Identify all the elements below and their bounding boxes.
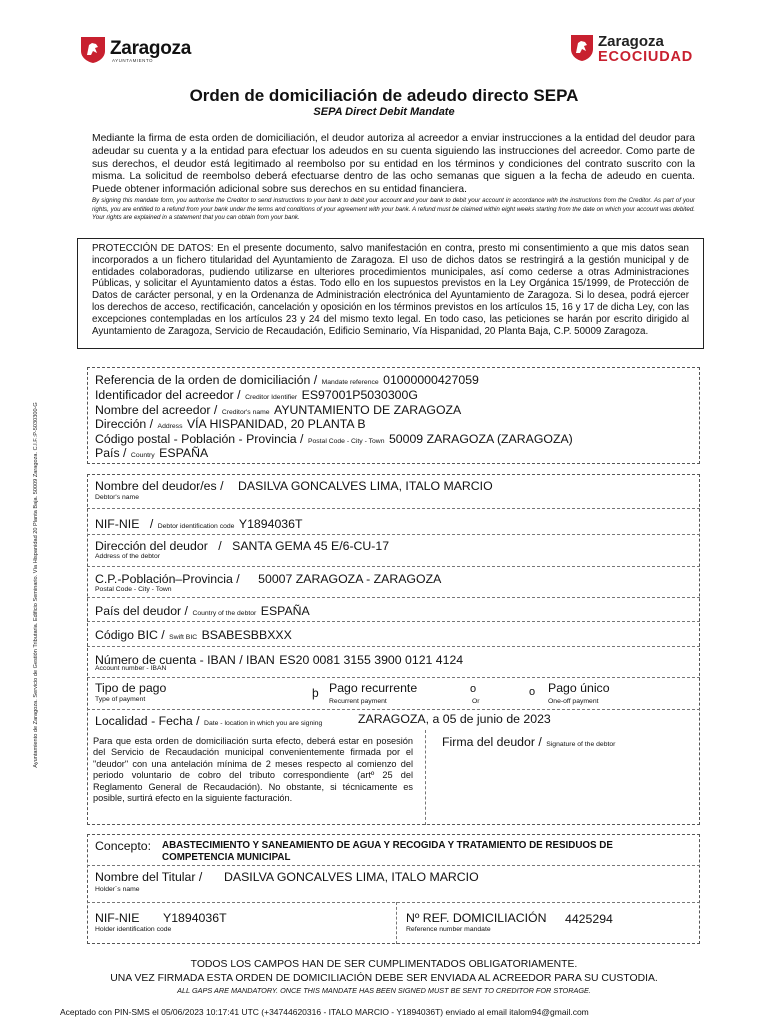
logo-right-sub: ECOCIUDAD xyxy=(598,49,694,65)
signature-area[interactable] xyxy=(442,733,615,751)
divider xyxy=(87,677,700,678)
holder-name-small: Holder´s name xyxy=(95,886,140,893)
single-checkbox[interactable]: o xyxy=(529,686,536,698)
debtor-nif-row xyxy=(95,515,302,533)
creditor-cp-label: Código postal - Población - Provincia / xyxy=(95,432,304,446)
holder-name-value: DASILVA GONCALVES LIMA, ITALO MARCIO xyxy=(224,870,479,884)
place-date-small: Date - location in which you are signing xyxy=(204,720,323,727)
recurrent-checkbox[interactable]: þ xyxy=(312,686,319,700)
debtor-cp-value: 50007 ZARAGOZA - ZARAGOZA xyxy=(258,572,442,586)
debtor-bic-row xyxy=(95,626,292,644)
intro-paragraph: Mediante la firma de esta orden de domiciliación, el deudor autoriza al acreedor a enviar instrucciones a la entidad del deudor para adeudar su cuenta y a la entidad para efectuar los adeudos en su cuenta siguiendo las instrucciones del acreedor. Como parte de sus derechos, el deudor está legitimado al reembolso por su entidad en los términos y condiciones del contrato suscrito con la misma. La solicitud de reembolso deberá efectuarse dentro de las ocho semanas que siguen a la fecha de adeudo en cuenta. Puede obtener información adicional sobre sus derechos en su entidad financiera. xyxy=(92,133,695,196)
debtor-cp-small: Postal Code - City - Town xyxy=(95,586,172,593)
divider xyxy=(87,646,700,647)
acceptance-note: Aceptado con PIN-SMS el 05/06/2023 10:17:41 UTC (+34744620316 - ITALO MARCIO - Y1894036T) enviado al email italom94@gmail.com xyxy=(60,1007,589,1017)
debtor-country-small: Country of the debtor xyxy=(192,610,257,617)
signature-label: Firma del deudor / xyxy=(442,735,542,749)
debtor-name-small: Debtor's name xyxy=(95,494,139,501)
creditor-country-value: ESPAÑA xyxy=(159,446,209,460)
creditor-name-small: Creditor's name xyxy=(221,409,270,416)
creditor-country-row xyxy=(95,444,208,462)
signature-small: Signature of the debtor xyxy=(546,741,616,748)
creditor-id-value: ES97001P5030300G xyxy=(301,388,418,402)
holder-nif-label: NIF-NIE xyxy=(95,911,140,925)
single-payment-small: One-off payment xyxy=(548,698,599,705)
legal-note: Para que esta orden de domiciliación surta efecto, deberá estar en posesión del Servicio de Recaudación municipal convenientemente firmada por el "deudor" con una antelación mínima de 2 meses respecto al comienzo del periodo voluntario de cobro del tributo correspondiente (artº 25 del Reglamento General de Recaudación). No obstante, si técnicamente es posible, surtirá efecto en la siguiente facturación. xyxy=(93,736,413,804)
debtor-iban-small: Account number - IBAN xyxy=(95,665,167,672)
concept-value: ABASTECIMIENTO Y SANEAMIENTO DE AGUA Y RECOGIDA Y TRATAMIENTO DE RESIDUOS DE COMPETENCIA MUNICIPAL xyxy=(162,840,613,863)
intro-paragraph-english: By signing this mandate form, you authorise the Creditor to send instructions to your bank to debit your account and your bank to debit your account in accordance with the instructions from the Creditor. As part of your rights, you are entitled to a refund from your bank under the terms and conditions of your agreement with your bank. A refund must be claimed within eight weeks starting from the date on which your account was debited. Your rights are explained in a statement that you can obtain from your bank. xyxy=(92,197,695,222)
mandate-ref-value: 01000000427059 xyxy=(383,373,479,387)
zaragoza-lion-shield-icon xyxy=(80,36,106,64)
page-subtitle: SEPA Direct Debit Mandate xyxy=(313,106,455,118)
creditor-cp-value: 50009 ZARAGOZA (ZARAGOZA) xyxy=(388,432,573,446)
creditor-name-label: Nombre del acreedor / xyxy=(95,403,218,417)
debtor-nif-value: Y1894036T xyxy=(238,517,303,531)
signature-divider xyxy=(425,730,426,825)
holder-nif-small: Holder identification code xyxy=(95,926,172,933)
debtor-nif-label: NIF-NIE xyxy=(95,517,140,531)
creditor-id-small: Creditor Identifier xyxy=(245,394,298,401)
or-small: Or xyxy=(472,698,480,705)
debtor-nif-small: Debtor identification code xyxy=(157,523,235,530)
divider xyxy=(87,508,700,509)
debtor-country-value: ESPAÑA xyxy=(260,604,310,618)
mandate-ref-small: Mandate reference xyxy=(321,379,379,386)
or-mark: o xyxy=(470,683,477,695)
creditor-country-label: País / xyxy=(95,446,127,460)
place-date-label: Localidad - Fecha / xyxy=(95,714,200,728)
side-address-text xyxy=(26,380,46,790)
holder-name-label: Nombre del Titular / xyxy=(95,870,203,884)
debtor-iban-value: ES20 0081 3155 3900 0121 4124 xyxy=(279,653,464,667)
mandate-ref-number-value: 4425294 xyxy=(565,912,613,926)
logo-left-name: Zaragoza xyxy=(110,38,192,59)
debtor-cp-label: C.P.-Población–Provincia / xyxy=(95,572,240,586)
creditor-address-value: VÍA HISPANIDAD, 20 PLANTA B xyxy=(186,417,366,431)
debtor-name-label: Nombre del deudor/es / xyxy=(95,479,224,493)
debtor-bic-value: BSABESBBXXX xyxy=(201,628,292,642)
data-protection-box: PROTECCIÓN DE DATOS: En el presente documento, salvo manifestación en contra, presto mi consentimiento a que mis datos sean incorporados a un fichero titularidad del Ayuntamiento de Zaragoza. El uso de dichos datos se restringirá a la gestión municipal y de entidades colaboradoras, pudiendo utilizarse en ulteriores procedimientos municipales, así como cederse a otras Administraciones Públicas, y solicitar el Ayuntamiento datos a éstas. Todo ello en los supuestos previstos en la Ley Orgánica 15/1999, de Protección de Datos de carácter personal, y en la Ordenanza de Administración electrónica del Ayuntamiento de Zaragoza. Si lo desea, podrá ejercer los derechos de acceso, rectificación, cancelación y oposición en los términos previstos en los artículos 15, 16 y 17 de dicha Ley, con las excepciones contempladas en los artículos 23 y 24 del mismo texto legal. En todo caso, las peticiones se harán por escrito dirigido al Ayuntamiento de Zaragoza, Servicio de Recaudación, Edificio Seminario, Vía Hispanidad, 20 Planta Baja, C.P. 50009 Zaragoza. xyxy=(77,238,704,349)
divider xyxy=(87,865,700,866)
debtor-iban-label: Número de cuenta - IBAN / IBAN xyxy=(95,653,275,667)
footer-line-1: TODOS LOS CAMPOS HAN DE SER CUMPLIMENTADOS OBLIGATORIAMENTE. xyxy=(190,959,578,970)
concept-label: Concepto: xyxy=(95,839,152,853)
single-payment-label: Pago único xyxy=(548,681,610,695)
divider xyxy=(87,566,700,567)
divider xyxy=(87,534,700,535)
debtor-address-value: SANTA GEMA 45 E/6-CU-17 xyxy=(232,539,390,553)
place-date-value: ZARAGOZA, a 05 de junio de 2023 xyxy=(358,712,551,726)
debtor-address-label: Dirección del deudor xyxy=(95,539,208,553)
debtor-bic-label: Código BIC / xyxy=(95,628,165,642)
mandate-ref-label: Referencia de la orden de domiciliación / xyxy=(95,373,318,387)
mandate-ref-number-label: Nº REF. DOMICILIACIÓN xyxy=(406,911,547,925)
mandate-ref-number-small: Reference number mandate xyxy=(406,926,491,933)
zaragoza-lion-shield-icon xyxy=(570,34,594,62)
recurrent-payment-small: Recurrent payment xyxy=(329,698,387,705)
side-address-label: Ayuntamiento de Zaragoza. Servicio de Gestión Tributaria. Edificio Seminario. Vía Hispanidad 20 Planta Baja. 50009 Zaragoza. C.I.F.:P-5030300-G xyxy=(33,402,39,768)
divider xyxy=(87,597,700,598)
creditor-id-label: Identificador del acreedor / xyxy=(95,388,241,402)
divider xyxy=(87,709,700,710)
payment-type-small: Type of payment xyxy=(95,696,146,703)
concept-vertical-divider xyxy=(396,902,397,944)
debtor-country-label: País del deudor / xyxy=(95,604,188,618)
debtor-nif-slash: / xyxy=(149,517,154,531)
page-title: Orden de domiciliación de adeudo directo SEPA xyxy=(189,86,579,105)
debtor-bic-small: Swift BIC xyxy=(169,634,198,641)
debtor-country-row xyxy=(95,602,310,620)
holder-nif-value: Y1894036T xyxy=(163,911,227,925)
creditor-address-small: Address xyxy=(157,423,183,430)
debtor-address-small: Address of the debtor xyxy=(95,553,160,560)
payment-type-label: Tipo de pago xyxy=(95,681,167,695)
creditor-address-label: Dirección / xyxy=(95,417,154,431)
zaragoza-ecociudad-logo xyxy=(570,32,694,68)
recurrent-payment-label: Pago recurrente xyxy=(329,681,418,695)
divider xyxy=(87,902,700,903)
logo-left-sub: AYUNTAMIENTO xyxy=(112,58,154,63)
creditor-country-small: Country xyxy=(130,452,155,459)
zaragoza-ayuntamiento-logo xyxy=(80,34,210,68)
footer-line-3: ALL GAPS ARE MANDATORY. ONCE THIS MANDATE HAS BEEN SIGNED MUST BE SENT TO CREDITOR FOR STORAGE. xyxy=(177,986,591,995)
debtor-name-value: DASILVA GONCALVES LIMA, ITALO MARCIO xyxy=(238,479,493,493)
divider xyxy=(87,621,700,622)
debtor-address-slash: / xyxy=(218,539,222,553)
logo-right-name: Zaragoza xyxy=(598,33,664,50)
creditor-cp-small: Postal Code - City - Town xyxy=(307,438,385,445)
creditor-name-value: AYUNTAMIENTO DE ZARAGOZA xyxy=(274,403,462,417)
place-date-row xyxy=(95,712,322,730)
footer-line-2: UNA VEZ FIRMADA ESTA ORDEN DE DOMICILIACIÓN DEBE SER ENVIADA AL ACREEDOR PARA SU CUSTODIA. xyxy=(110,973,658,984)
